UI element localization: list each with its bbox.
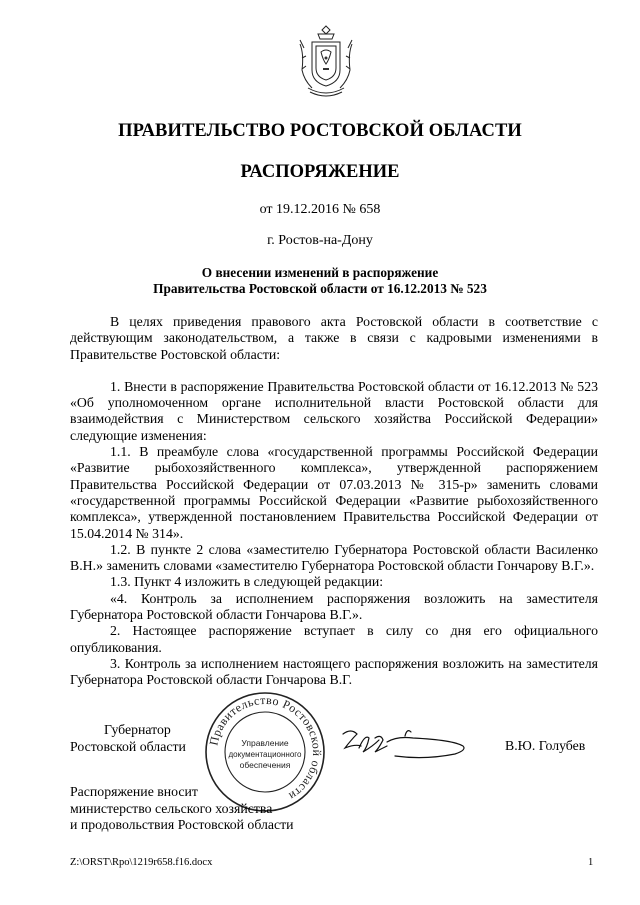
stamp-inner-line-1: Управление [241,738,289,748]
document-type: РАСПОРЯЖЕНИЕ [240,162,400,182]
stamp-inner-line-2: документационного [228,750,302,759]
subject-line-2: Правительства Ростовской области от 16.12.2013 № 523 [153,281,487,296]
signatory-position-line-2: Ростовской области [70,739,186,754]
preamble-paragraph: В целях приведения правового акта Ростовской области в соответствие с действующим законодательством, а также в связи с кадровыми изменениями в Правительстве Ростовской области: [70,314,598,362]
handwritten-signature [335,722,470,767]
document-city: г. Ростов-на-Дону [267,233,373,248]
paragraph-1-2: 1.2. В пункте 2 слова «заместителю Губернатора Ростовской области Василенко В.Н.» заменить словами «заместителю Губернатора Ростовской области Гончарову В.Г.». [70,541,598,574]
submitter-block [70,784,294,834]
paragraph-1: 1. Внести в распоряжение Правительства Ростовской области от 16.12.2013 № 523 «Об уполномоченном органе исполнительной власти Ростовской области для взаимодействия с Министерством сельского хозяйства Российской Федерации» следующие изменения: [70,378,598,443]
subject-line-1: О внесении изменений в распоряжение [201,265,439,280]
document-subject [0,265,640,297]
paragraph-2: 2. Настоящее распоряжение вступает в силу со дня его официального опубликования. [70,623,598,655]
paragraph-3: 3. Контроль за исполнением настоящего распоряжения возложить на заместителя Губернатора Ростовской области Гончарова В.Г. [70,655,598,688]
footer-file-path: Z:\ORST\Rpo\1219r658.f16.docx [70,857,213,868]
submitter-line-1: Распоряжение вносит [70,784,198,799]
paragraph-1-3: 1.3. Пункт 4 изложить в следующей редакции: [110,574,384,590]
submitter-line-3: и продовольствия Ростовской области [70,817,294,832]
stamp-inner-line-3: обеспечения [239,760,291,770]
document-body [70,314,598,689]
stamp-outer-text: Правительство Ростовской области [206,692,325,804]
submitter-line-2: министерство сельского хозяйства [70,800,273,816]
government-title: ПРАВИТЕЛЬСТВО РОСТОВСКОЙ ОБЛАСТИ [118,121,522,141]
signatory-name: В.Ю. Голубев [505,738,586,753]
paragraph-1-1: 1.1. В преамбуле слова «государственной программы Российской Федерации «Развитие рыбохозяйственного комплекса», утвержденной распоряжением Правительства Российской Федерации от 07.03.2013 № 315-р» заменить словами «государственной программы Российской Федерации «Развитие рыбохозяйственного комплекса», утвержденной постановлением Правительства Российской Федерации от 15.04.2014 № 314». [70,444,598,541]
paragraph-1-3-text: «4. Контроль за исполнением распоряжения возложить на заместителя Губернатора Ростовской области Гончарова В.Г.». [70,590,598,623]
signatory-position [70,721,186,755]
signatory-position-line-1: Губернатор [104,722,171,737]
document-date-number: от 19.12.2016 № 658 [259,202,381,217]
page-number: 1 [588,857,594,868]
coat-of-arms-icon [296,22,356,102]
